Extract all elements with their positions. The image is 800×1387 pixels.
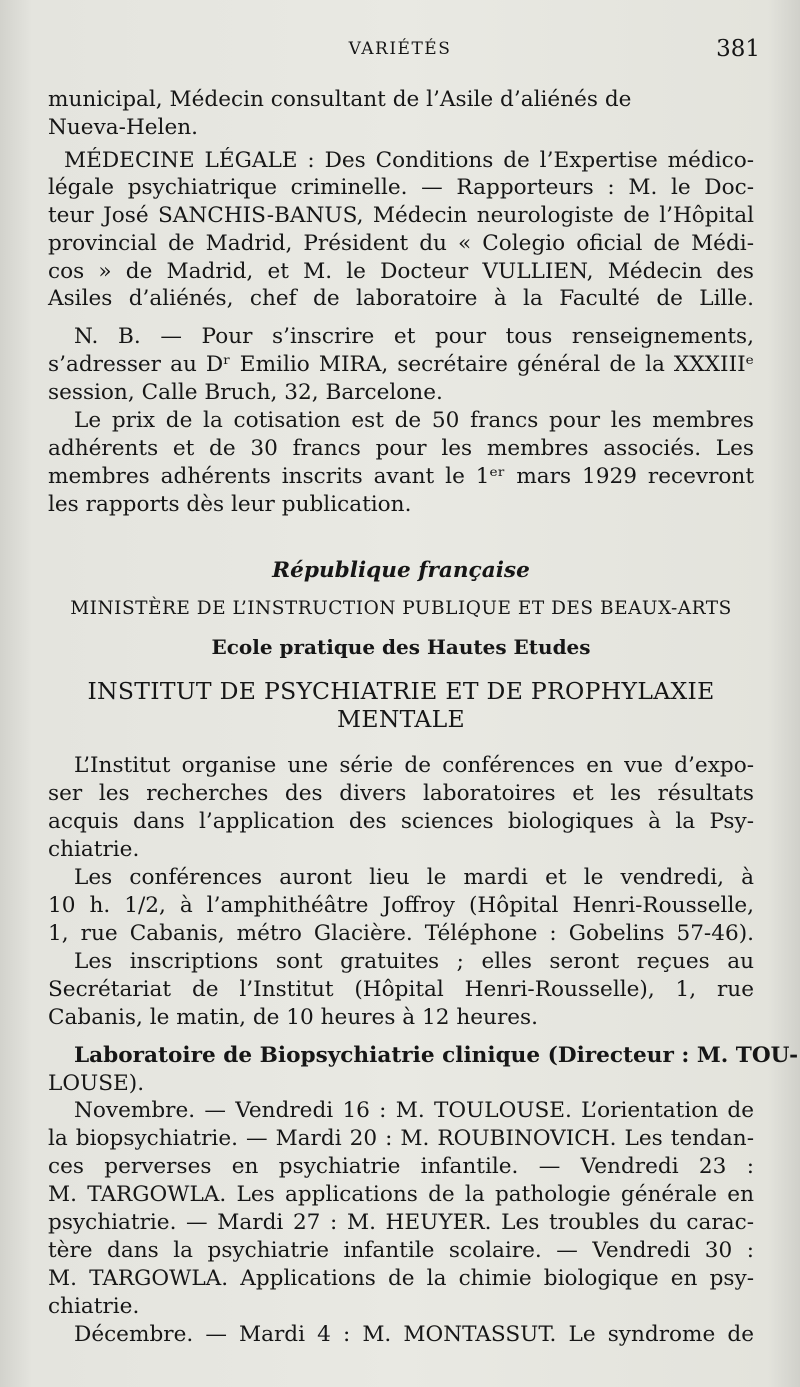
text-line: Asiles d’aliénés, chef de laboratoire à la Faculté de Lille. bbox=[48, 286, 754, 311]
institute-title-cont: MENTALE bbox=[337, 705, 465, 733]
text-line: s’adresser au Dʳ Emilio MIRA, secrétaire général de la XXXIIIᵉ bbox=[48, 352, 754, 377]
text-line: acquis dans l’application des sciences biologiques à la Psy- bbox=[48, 809, 754, 834]
text-line-decembre: Décembre. — Mardi 4 : M. MONTASSUT. Le syndrome de bbox=[74, 1322, 754, 1347]
text-line: psychiatrie. — Mardi 27 : M. HEUYER. Les troubles du carac- bbox=[48, 1210, 754, 1235]
text-line: légale psychiatrique criminelle. — Rapporteurs : M. le Doc- bbox=[48, 175, 754, 200]
text-line: les rapports dès leur publication. bbox=[48, 492, 412, 517]
text-line: ces perverses en psychiatrie infantile. — Vendredi 23 : bbox=[48, 1154, 754, 1179]
text-line: session, Calle Bruch, 32, Barcelone. bbox=[48, 380, 443, 405]
text-line: adhérents et de 30 francs pour les membres associés. Les bbox=[48, 436, 754, 461]
institute-title: INSTITUT DE PSYCHIATRIE ET DE PROPHYLAXIE bbox=[87, 677, 715, 705]
text-line: tère dans la psychiatrie infantile scolaire. — Vendredi 30 : bbox=[48, 1238, 754, 1263]
text-line: LOUSE). bbox=[48, 1071, 145, 1096]
text-line-novembre: Novembre. — Vendredi 16 : M. TOULOUSE. L’orientation de bbox=[74, 1098, 754, 1123]
text-line: municipal, Médecin consultant de l’Asile d’aliénés de bbox=[48, 87, 632, 112]
running-header-title: VARIÉTÉS bbox=[348, 39, 452, 59]
text-line-nb: N. B. — Pour s’inscrire et pour tous renseignements, bbox=[74, 324, 754, 349]
text-line: 10 h. 1/2, à l’amphithéâtre Joffroy (Hôpital Henri-Rousselle, bbox=[48, 893, 754, 918]
text-line: M. TARGOWLA. Les applications de la pathologie générale en bbox=[48, 1182, 754, 1207]
text-line: Nueva-Helen. bbox=[48, 115, 199, 140]
text-line: Les inscriptions sont gratuites ; elles seront reçues au bbox=[74, 949, 754, 974]
text-line-heading-medecine-legale: MÉDECINE LÉGALE : Des Conditions de l’Expertise médico- bbox=[64, 148, 754, 173]
text-line: la biopsychiatrie. — Mardi 20 : M. ROUBINOVICH. Les tendan- bbox=[48, 1126, 754, 1151]
school-heading: Ecole pratique des Hautes Etudes bbox=[211, 635, 591, 659]
republic-heading: République française bbox=[272, 558, 530, 583]
text-line: teur José SANCHIS-BANUS, Médecin neurologiste de l’Hôpital bbox=[48, 203, 754, 228]
lab-heading: Laboratoire de Biopsychiatrie clinique (Directeur : M. TOU- bbox=[74, 1043, 799, 1068]
text-line: ser les recherches des divers laboratoires et les résultats bbox=[48, 781, 754, 806]
text-line: Secrétariat de l’Institut (Hôpital Henri-Rousselle), 1, rue bbox=[48, 977, 754, 1002]
text-line: Cabanis, le matin, de 10 heures à 12 heures. bbox=[48, 1005, 539, 1030]
text-line: L’Institut organise une série de conférences en vue d’expo- bbox=[74, 753, 754, 778]
text-line: Les conférences auront lieu le mardi et le vendredi, à bbox=[74, 865, 754, 890]
ministry-heading: MINISTÈRE DE L’INSTRUCTION PUBLIQUE ET DES BEAUX-ARTS bbox=[70, 598, 732, 619]
text-line: membres adhérents inscrits avant le 1ᵉʳ mars 1929 recevront bbox=[48, 464, 754, 489]
text-line: chiatrie. bbox=[48, 1294, 140, 1319]
text-line: 1, rue Cabanis, métro Glacière. Téléphone : Gobelins 57-46). bbox=[48, 921, 754, 946]
text-line: chiatrie. bbox=[48, 837, 140, 862]
text-line: provincial de Madrid, Président du « Colegio oficial de Médi- bbox=[48, 231, 754, 256]
page-number: 381 bbox=[716, 36, 760, 62]
text-line: cos » de Madrid, et M. le Docteur VULLIEN, Médecin des bbox=[48, 259, 754, 284]
text-line: Le prix de la cotisation est de 50 francs pour les membres bbox=[74, 408, 754, 433]
text-line: M. TARGOWLA. Applications de la chimie biologique en psy- bbox=[48, 1266, 754, 1291]
